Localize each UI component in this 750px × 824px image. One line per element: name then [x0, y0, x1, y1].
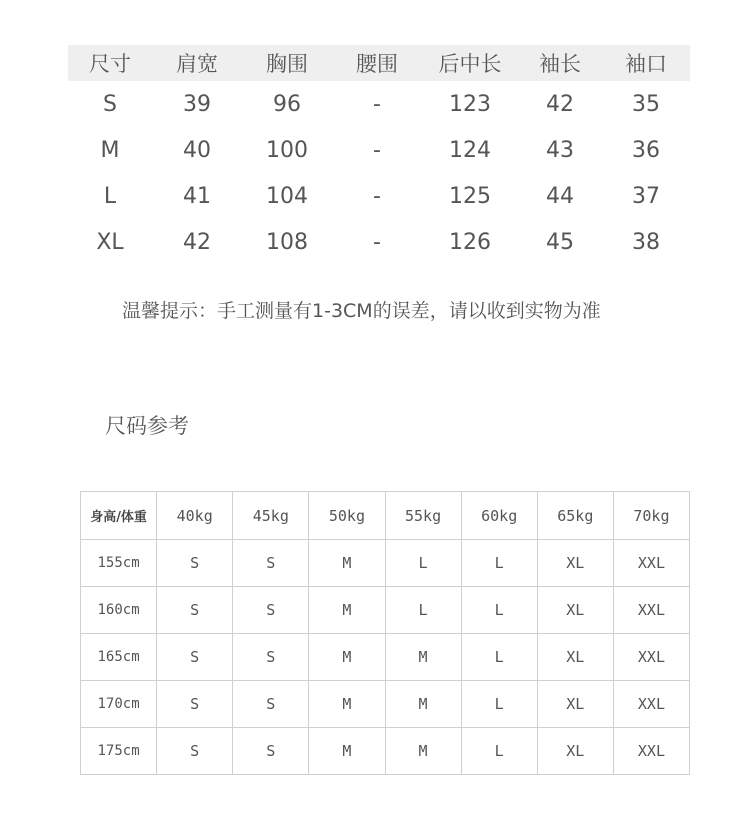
size-suggestion: M [385, 681, 461, 728]
size-cell: XL [96, 229, 124, 255]
height-label: 170cm [81, 681, 157, 728]
size-suggestion: S [157, 681, 233, 728]
size-suggestion: L [385, 540, 461, 587]
size-suggestion: L [461, 728, 537, 775]
size-cell: 37 [632, 183, 660, 209]
size-suggestion: L [385, 587, 461, 634]
size-cell: 42 [183, 229, 211, 255]
measurement-tip: 温馨提示：手工测量有1-3CM的误差，请以收到实物为准 [122, 300, 601, 322]
size-suggestion: XXL [613, 587, 689, 634]
size-cell: - [373, 229, 381, 255]
weight-header: 70kg [613, 492, 689, 540]
size-suggestion: M [309, 681, 385, 728]
header-waist: 腰围 [332, 45, 422, 81]
size-cell: 42 [546, 91, 574, 117]
weight-header: 45kg [233, 492, 309, 540]
height-label: 175cm [81, 728, 157, 775]
size-suggestion: L [461, 587, 537, 634]
size-suggestion: XL [537, 540, 613, 587]
size-suggestion: S [157, 728, 233, 775]
size-cell: S [103, 91, 117, 117]
size-suggestion: S [233, 634, 309, 681]
size-cell: 43 [546, 137, 574, 163]
size-cell: 108 [266, 229, 308, 255]
size-suggestion: S [233, 681, 309, 728]
header-shoulder: 肩宽 [152, 45, 242, 81]
size-cell: - [373, 183, 381, 209]
size-suggestion: XL [537, 728, 613, 775]
reference-row [81, 634, 690, 681]
size-cell: 126 [449, 229, 491, 255]
height-label: 155cm [81, 540, 157, 587]
size-suggestion: XXL [613, 681, 689, 728]
size-cell: 39 [183, 91, 211, 117]
size-suggestion: XXL [613, 728, 689, 775]
size-suggestion: S [233, 728, 309, 775]
reference-row [81, 681, 690, 728]
height-weight-corner: 身高/体重 [81, 492, 157, 540]
size-suggestion: M [309, 728, 385, 775]
header-size: 尺寸 [68, 45, 152, 81]
size-suggestion: S [157, 634, 233, 681]
size-suggestion: S [157, 540, 233, 587]
size-suggestion: M [385, 728, 461, 775]
weight-header: 55kg [385, 492, 461, 540]
size-cell: 100 [266, 137, 308, 163]
size-row [68, 173, 690, 219]
size-cell: M [100, 137, 120, 163]
size-cell: 124 [449, 137, 491, 163]
size-suggestion: M [309, 587, 385, 634]
reference-row [81, 728, 690, 775]
size-suggestion: L [461, 540, 537, 587]
size-suggestion: XL [537, 587, 613, 634]
size-cell: 35 [632, 91, 660, 117]
size-chart-table [68, 45, 690, 265]
size-cell: 38 [632, 229, 660, 255]
weight-header: 50kg [309, 492, 385, 540]
size-suggestion: S [157, 587, 233, 634]
size-suggestion: S [233, 540, 309, 587]
size-row [68, 219, 690, 265]
size-suggestion: XL [537, 634, 613, 681]
reference-row [81, 587, 690, 634]
size-cell: - [373, 137, 381, 163]
size-row [68, 127, 690, 173]
header-sleeve-length: 袖长 [518, 45, 602, 81]
size-cell: 36 [632, 137, 660, 163]
weight-header: 60kg [461, 492, 537, 540]
size-cell: - [373, 91, 381, 117]
size-cell: 125 [449, 183, 491, 209]
header-cuff: 袖口 [602, 45, 690, 81]
size-reference-table [80, 491, 690, 775]
size-row [68, 81, 690, 127]
size-suggestion: XXL [613, 634, 689, 681]
size-cell: 123 [449, 91, 491, 117]
size-cell: 40 [183, 137, 211, 163]
height-label: 160cm [81, 587, 157, 634]
weight-header: 65kg [537, 492, 613, 540]
size-suggestion: L [461, 634, 537, 681]
size-suggestion: S [233, 587, 309, 634]
size-cell: L [103, 183, 117, 209]
size-cell: 104 [266, 183, 308, 209]
size-suggestion: XXL [613, 540, 689, 587]
size-suggestion: XL [537, 681, 613, 728]
size-suggestion: L [461, 681, 537, 728]
size-chart-header-row [68, 45, 690, 81]
size-reference-title: 尺码参考 [105, 414, 189, 438]
size-cell: 45 [546, 229, 574, 255]
header-back-length: 后中长 [422, 45, 518, 81]
size-cell: 44 [546, 183, 574, 209]
height-label: 165cm [81, 634, 157, 681]
size-cell: 41 [183, 183, 211, 209]
size-suggestion: M [309, 634, 385, 681]
header-chest: 胸围 [242, 45, 332, 81]
reference-header-row [81, 492, 690, 540]
size-cell: 96 [273, 91, 301, 117]
reference-row [81, 540, 690, 587]
weight-header: 40kg [157, 492, 233, 540]
size-suggestion: M [309, 540, 385, 587]
size-suggestion: M [385, 634, 461, 681]
